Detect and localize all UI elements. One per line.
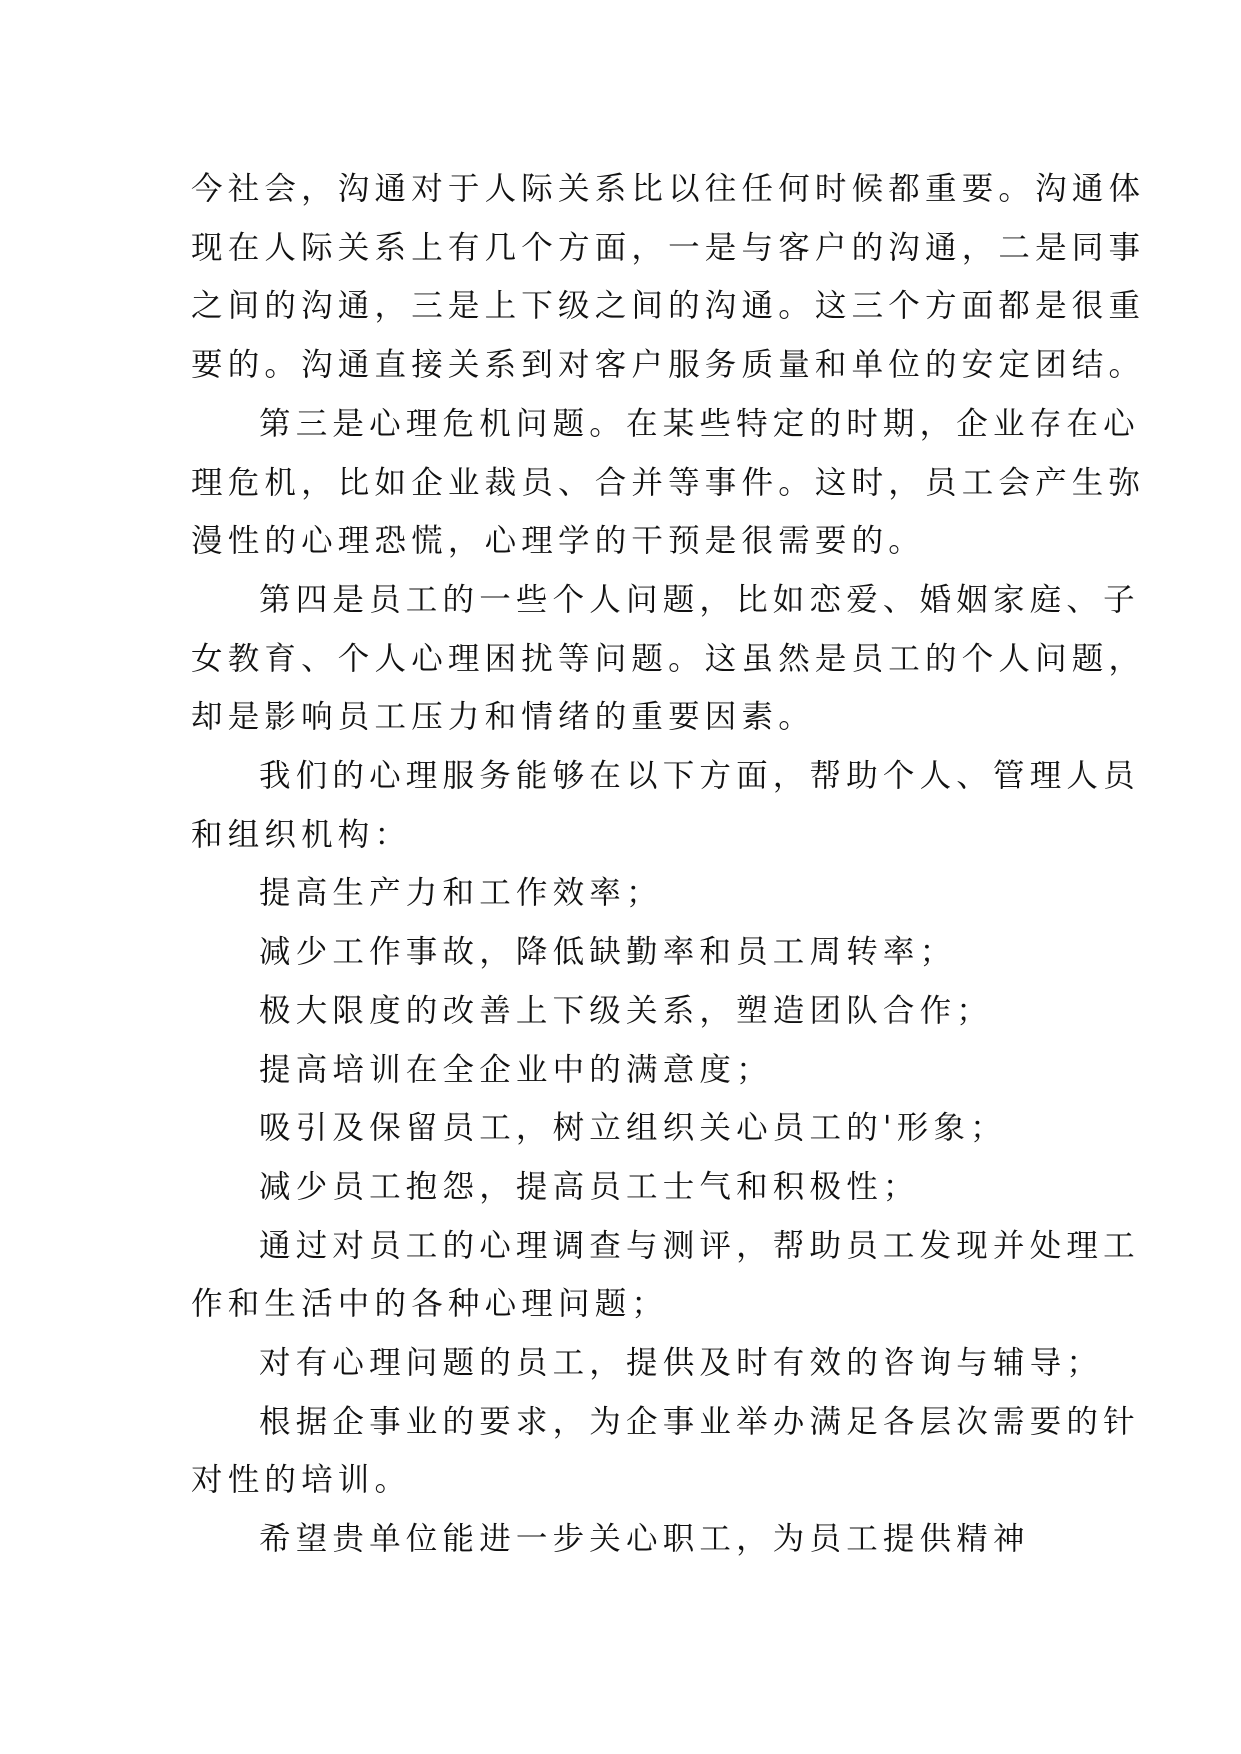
paragraph [191,1334,1104,1393]
text-line: 提高培训在全企业中的满意度； [259,1051,773,1088]
text-line: 和组织机构： [191,816,412,853]
paragraph [191,571,1146,747]
paragraph [191,747,1140,864]
text-line: 希望贵单位能进一步关心职工，为员工提供精神 [259,1521,1030,1558]
text-line: 却是影响员工压力和情绪的重要因素。 [191,699,815,736]
paragraph [191,395,1146,571]
text-line: 要的。沟通直接关系到对客户服务质量和单位的安定团结。 [191,347,1146,384]
text-line: 提高生产力和工作效率； [259,875,663,912]
text-line: 极大限度的改善上下级关系，塑造团队合作； [259,992,994,1029]
paragraph [191,1158,1071,1217]
paragraph [191,1099,1071,1158]
paragraph [191,1041,1071,1100]
text-line: 吸引及保留员工，树立组织关心员工的'形象； [259,1110,1007,1147]
paragraph [191,1217,1140,1334]
text-line: 女教育、个人心理困扰等问题。这虽然是员工的个人问题， [191,640,1146,677]
text-line: 第三是心理危机问题。在某些特定的时期，企业存在心 [259,405,1140,442]
text-line: 减少员工抱怨，提高员工士气和积极性； [259,1168,920,1205]
paragraph [191,864,1071,923]
text-line: 根据企事业的要求，为企事业举办满足各层次需要的针 [259,1403,1140,1440]
text-line: 现在人际关系上有几个方面，一是与客户的沟通，二是同事 [191,229,1146,266]
text-line: 通过对员工的心理调查与测评，帮助员工发现并处理工 [259,1227,1140,1264]
text-line: 之间的沟通，三是上下级之间的沟通。这三个方面都是很重 [191,288,1146,325]
paragraph [191,923,1071,982]
text-line: 今社会，沟通对于人际关系比以往任何时候都重要。沟通体 [191,171,1146,207]
text-line: 对有心理问题的员工，提供及时有效的咨询与辅导； [259,1345,1104,1382]
text-line: 理危机，比如企业裁员、合并等事件。这时，员工会产生弥 [191,464,1146,501]
document-body [191,160,1146,1569]
paragraph [191,160,1146,395]
text-line: 作和生活中的各种心理问题； [191,1286,669,1323]
paragraph [191,1393,1140,1510]
paragraph [191,982,1071,1041]
text-line: 对性的培训。 [191,1462,412,1499]
paragraph [191,1510,1071,1569]
text-line: 减少工作事故，降低缺勤率和员工周转率； [259,934,957,971]
text-line: 第四是员工的一些个人问题，比如恋爱、婚姻家庭、子 [259,581,1140,618]
text-line: 我们的心理服务能够在以下方面，帮助个人、管理人员 [259,758,1140,795]
text-line: 漫性的心理恐慌，心理学的干预是很需要的。 [191,523,926,560]
